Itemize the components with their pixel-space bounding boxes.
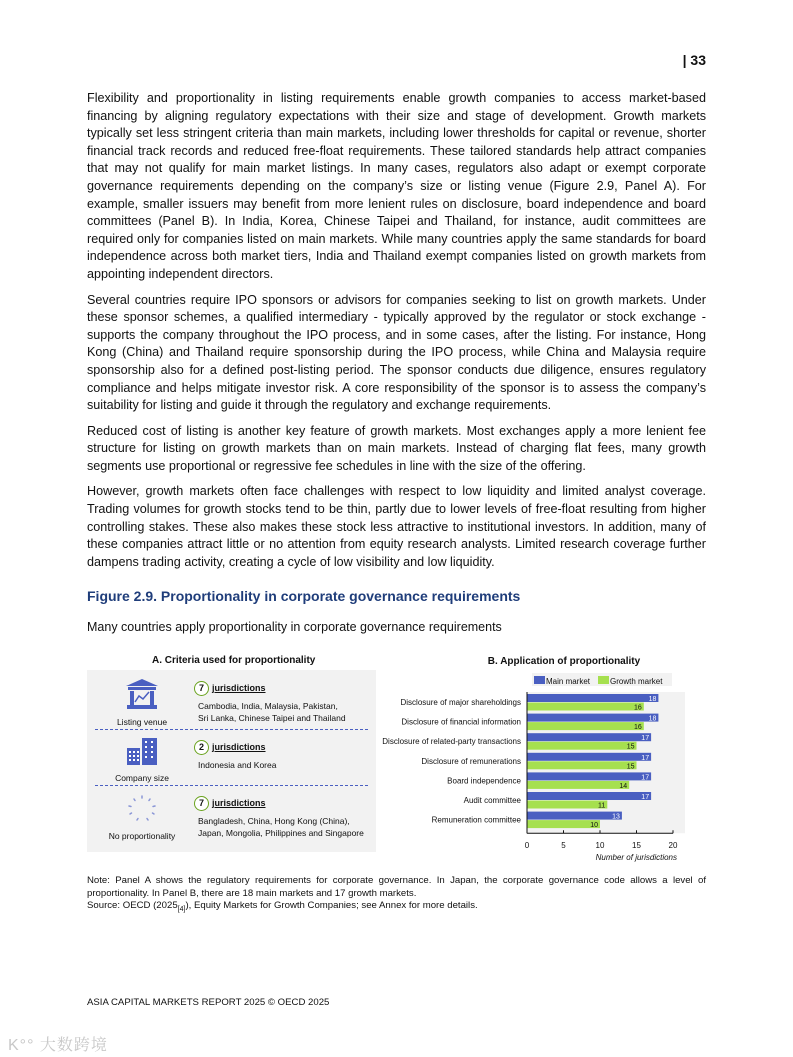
country-line: Cambodia, India, Malaysia, Pakistan, — [198, 701, 338, 711]
paragraph: However, growth markets often face challenges with respect to low liquidity and limited analyst coverage. Trading volumes for growth stocks tend to be thin, partly due to lower levels of free-float resulting from higher controlling stakes. These also makes these stock less attractive to institutional investors. In addition, many of these companies attract little or no attention from equity research analysts. Limited research coverage further dampens trading activity, creating a cycle of low visibility and low liquidity. — [87, 484, 706, 569]
country-list — [198, 815, 364, 839]
bar-main-market — [527, 694, 658, 702]
category-label: Audit committee — [463, 796, 521, 805]
x-tick-label: 10 — [595, 841, 605, 851]
panel-a-title: A. Criteria used for proportionality — [152, 655, 316, 666]
panel-b-chart — [376, 650, 696, 865]
legend-label: Growth market — [610, 677, 663, 686]
bar-growth-market — [527, 781, 629, 789]
watermark-logo — [8, 1032, 108, 1055]
paragraph: Several countries require IPO sponsors or advisors for companies seeking to list on growth markets. Under these sponsor schemes, a qualified intermediary - typically approved by the regulator or stock exchange - supports the company throughout the IPO process, and in some cases, after the listing. For instance, Hong Kong (China) and Thailand require sponsorship during the IPO process, while China and Malaysia require sponsorship also for a defined post-listing period. The sponsor conducts due diligence, ensures regulatory compliance and helps mitigate investor risk. A core responsibility of the sponsor is to assess the company’s suitability for listing and guide it through the regulatory and exchange requirements. — [87, 292, 706, 413]
building-chart-icon — [124, 678, 160, 710]
source-suffix: ), Equity Markets for Growth Companies; see Annex for more details. — [185, 900, 478, 911]
figure-subtitle: Many countries apply proportionality in corporate governance requirements — [87, 620, 502, 634]
category-label: Disclosure of major shareholdings — [400, 698, 521, 707]
category-label: Disclosure of financial information — [401, 717, 521, 727]
data-label: 13 — [612, 813, 620, 821]
criteria-row-no-proportionality — [87, 786, 376, 852]
bar-growth-market — [527, 761, 637, 769]
x-tick-label: 15 — [632, 841, 641, 851]
count-badge: 7 — [194, 796, 209, 811]
source-prefix: Source: OECD (2025 — [87, 900, 178, 911]
data-label: 16 — [634, 704, 642, 712]
paragraph: Reduced cost of listing is another key feature of growth markets. Most exchanges apply a more lenient fee structure for listing on growth markets than on main markets. Instead of charging flat fees, many growth segments use proportional or regressive fee schedules in line with the size of the offering. — [87, 423, 706, 473]
data-label: 10 — [590, 822, 598, 830]
legend-swatch — [534, 676, 545, 684]
country-list — [198, 700, 346, 724]
source-text — [87, 900, 706, 916]
count-unit: jurisdictions — [212, 798, 266, 808]
criteria-row-company-size — [87, 730, 376, 786]
bar-growth-market — [527, 722, 644, 730]
page-footer: ASIA CAPITAL MARKETS REPORT 2025 © OECD 2025 — [87, 997, 330, 1008]
data-label: 17 — [641, 774, 650, 782]
note-text: Note: Panel A shows the regulatory requirements for corporate governance. In Japan, the corporate governance code allows a level of proportionality. In Panel B, there are 18 main markets and 17 growth markets. — [87, 875, 706, 899]
jurisdiction-count — [194, 740, 266, 755]
figure-note — [87, 875, 706, 916]
data-label: 18 — [648, 696, 657, 703]
bar-main-market — [527, 714, 658, 722]
bar-main-market — [527, 772, 651, 780]
country-line: Bangladesh, China, Hong Kong (China), — [198, 816, 350, 826]
data-label: 15 — [626, 743, 635, 751]
bar-growth-market — [527, 801, 607, 809]
data-label: 16 — [634, 724, 642, 732]
bar-growth-market — [527, 703, 644, 711]
legend-swatch — [598, 676, 609, 684]
category-label: Disclosure of related-party transactions — [382, 737, 521, 747]
data-label: 17 — [641, 754, 650, 762]
data-label: 11 — [598, 802, 606, 810]
count-unit: jurisdictions — [212, 742, 266, 752]
count-badge: 7 — [194, 681, 209, 696]
criteria-label: No proportionality — [108, 831, 176, 841]
chart-legend — [532, 673, 672, 686]
criteria-label: Company size — [115, 773, 169, 783]
category-label: Remuneration committee — [431, 815, 521, 825]
bar-growth-market — [527, 820, 600, 828]
x-tick-label: 0 — [524, 841, 530, 851]
data-label: 17 — [641, 794, 650, 801]
bar-main-market — [527, 753, 651, 761]
count-unit: jurisdictions — [212, 683, 266, 693]
bar-main-market — [527, 812, 622, 820]
category-label: Disclosure of remunerations — [421, 756, 521, 766]
legend-label: Main market — [546, 677, 591, 686]
x-tick-label: 5 — [561, 841, 566, 851]
watermark-mark-icon: K°° — [8, 1037, 35, 1054]
panel-a — [87, 670, 376, 852]
body-text — [87, 90, 706, 579]
bar-main-market — [527, 792, 651, 800]
country-line: Indonesia and Korea — [198, 760, 277, 770]
source-ref-link[interactable]: [4] — [177, 905, 186, 913]
chart-title: B. Application of proportionality — [487, 656, 641, 667]
bar-growth-market — [527, 742, 637, 750]
x-tick-label: 20 — [668, 841, 678, 851]
dotted-circle-icon — [124, 794, 160, 824]
criteria-row-listing-venue — [87, 670, 376, 730]
country-list — [198, 759, 276, 771]
office-buildings-icon — [124, 736, 160, 766]
page-number: | 33 — [682, 52, 706, 68]
jurisdiction-count — [194, 796, 266, 811]
data-label: 15 — [626, 763, 635, 771]
category-label: Board independence — [447, 776, 521, 786]
criteria-label: Listing venue — [116, 717, 168, 727]
paragraph: Flexibility and proportionality in listing requirements enable growth companies to access market-based financing by aligning regulatory expectations with their size and stage of development. Growth markets typically set less stringent criteria than main markets, including lower thresholds for capital or revenue, shorter financial track records and reduced free-float requirements. These tailored standards help attract companies that may not qualify for main market listings. In many cases, regulators also adapt or exempt corporate governance requirements depending on the company’s size or listing venue (Figure 2.9, Panel A). For example, smaller issuers may benefit from more lenient rules on disclosure, board independence and board committees (Panel B). In India, Korea, Chinese Taipei and Thailand, for instance, audit committees are required only for companies listed on main markets. While many countries apply the same standards for board independence across both market tiers, India and Thailand exempt companies listed on growth markets from appointing independent directors. — [87, 91, 706, 281]
country-line: Japan, Mongolia, Philippines and Singapore — [198, 828, 364, 838]
watermark-text: 大数跨境 — [39, 1037, 108, 1054]
bar-main-market — [527, 733, 651, 741]
country-line: Sri Lanka, Chinese Taipei and Thailand — [198, 713, 346, 723]
data-label: 18 — [648, 715, 657, 723]
x-axis-label: Number of jurisdictions — [595, 853, 677, 863]
figure-title: Figure 2.9. Proportionality in corporate governance requirements — [87, 588, 521, 604]
data-label: 17 — [641, 735, 650, 743]
data-label: 14 — [619, 782, 628, 790]
count-badge: 2 — [194, 740, 209, 755]
jurisdiction-count — [194, 681, 266, 696]
